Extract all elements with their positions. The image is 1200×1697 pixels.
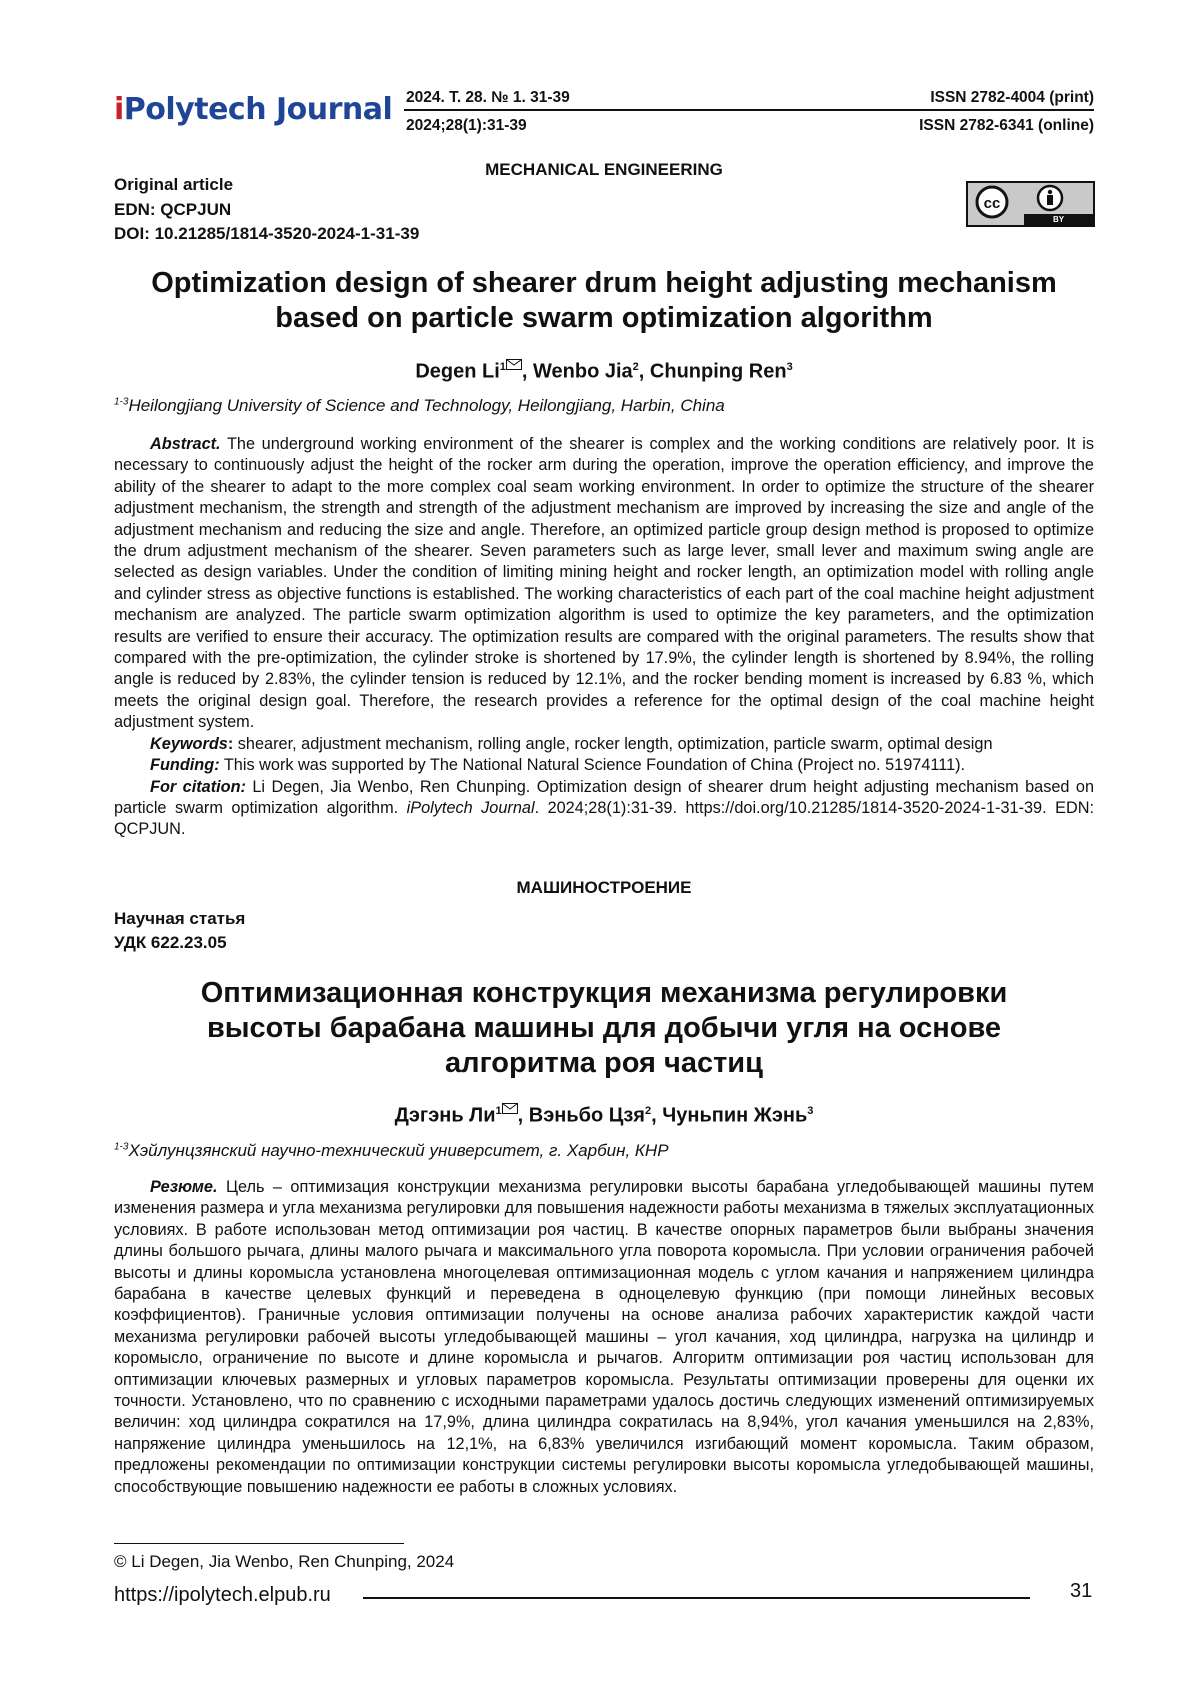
author-ru-2: Вэньбо Цзя: [528, 1104, 645, 1127]
keywords-en: Keywords: shearer, adjustment mechanism, rolling angle, rocker length, optimization, particle swarm, optimal design: [150, 734, 993, 753]
journal-url-link[interactable]: https://ipolytech.elpub.ru: [114, 1584, 331, 1606]
edn: EDN: QCPJUN: [114, 200, 232, 219]
abstract-block-en: [114, 434, 1094, 841]
author-en-1: Degen Li: [415, 360, 500, 383]
svg-text:cc: cc: [983, 195, 1001, 212]
copyright: © Li Degen, Jia Wenbo, Ren Chunping, 2024: [114, 1552, 455, 1571]
citation-en: For citation: Li Degen, Jia Wenbo, Ren Chunping. Optimization design of shearer drum height adjusting mechanism based on particle swarm optimization algorithm. iPolytech Journal. 2024;28(1):31-39. https://doi.org/10.21285/1814-3520-2024-1-31-39. EDN: QCPJUN.: [114, 777, 1094, 839]
article-title-en: [114, 266, 1094, 336]
article-title-ru: [114, 976, 1094, 1081]
issn-print: ISSN 2782-4004 (print): [930, 89, 1094, 106]
affiliation-ru: $^{1-3}$Хэйлунцзянский научно-технический университет, г. Харбин, КНР: [114, 1141, 669, 1160]
footer-rule: [363, 1597, 1030, 1599]
doi: DOI: 10.21285/1814-3520-2024-1-31-39: [114, 224, 420, 243]
issn-online: ISSN 2782-6341 (online): [919, 117, 1094, 134]
authors-en: Degen Li$^1$ , Wenbo Jia$^2$, Chunping Ren$^3$: [114, 353, 1094, 384]
header-rule: [404, 109, 1094, 111]
abstract-en: Abstract. The underground working environment of the shearer is complex and the working conditions are relatively poor. It is necessary to continuously adjust the height of the rocker arm during the operation, improve the operation efficiency, and improve the ability of the shearer to adapt to the more complex coal seam working environment. In order to optimize the structure of the shearer adjustment mechanism, the strength and strength of the adjustment mechanism are improved by increasing the size and angle of the adjustment mechanism and reducing the size and angle. Therefore, an optimized particle group design method is proposed to optimize the drum adjustment mechanism of the shearer. Seven parameters such as large lever, small lever and maximum swing angle are selected as design variables. Under the condition of limiting mining height and rocker length, an optimization model with rolling angle and cylinder stress as objective functions is established. The working characteristics of each part of the coal machine height adjustment mechanism are analyzed. The particle swarm optimization algorithm is used to optimize the key parameters, and the optimization results are verified to ensure their accuracy. The optimization results are compared with the original parameters. The results show that compared with the pre-optimization, the cylinder stroke is shortened by 17.9%, the cylinder length is shortened by 8.94%, the rolling angle is reduced by 2.83%, the cylinder tension is reduced by 12.1%, and the rocker bending moment is increased by 6.83 %, which meets the original design goal. Therefore, the research provides a reference for the optimal design of the coal machine height adjustment system.: [114, 435, 1094, 732]
author-ru-1: Дэгэнь Ли: [394, 1104, 496, 1127]
section-heading-ru: МАШИНОСТРОЕНИЕ: [516, 878, 692, 897]
author-en-2: Wenbo Jia: [533, 360, 633, 383]
title-ru-line3: алгоритма роя частиц: [445, 1047, 763, 1079]
authors-ru: Дэгэнь $Ли^1$ , Вэньбо Цзя$^2$, Чуньпин Жэнь$^3$: [114, 1097, 1094, 1128]
footnote-rule: [114, 1543, 404, 1544]
journal-logo: iPolytech Journal: [114, 92, 393, 127]
journal-citation-en: 2024;28(1):31-39: [406, 117, 527, 134]
funding-en: Funding: This work was supported by The National Natural Science Foundation of China (Project no. 51974111).: [150, 756, 966, 775]
author-en-3: Chunping Ren: [649, 360, 787, 383]
section-heading-en: MECHANICAL ENGINEERING: [485, 160, 723, 179]
author-ru-3: Чуньпин Жэнь: [662, 1104, 808, 1127]
article-type-en: Original article: [114, 175, 234, 194]
title-en-line1: Optimization design of shearer drum height adjusting mechanism: [151, 267, 1057, 299]
license-label: BY: [1024, 214, 1093, 225]
udk: УДК 622.23.05: [114, 933, 227, 952]
abstract-block-ru: [114, 1177, 1094, 1498]
title-en-line2: based on particle swarm optimization algorithm: [275, 302, 933, 334]
journal-citation-ru: 2024. Т. 28. № 1. 31-39: [406, 89, 570, 106]
article-type-ru: Научная статья: [114, 909, 246, 928]
title-ru-line2: высоты барабана машины для добычи угля на основе: [206, 1012, 1002, 1044]
page-number: 31: [1070, 1580, 1093, 1602]
affiliation-en: $^{1-3}$Heilongjiang University of Science and Technology, Heilongjiang, Harbin, China: [114, 396, 725, 415]
cc-by-license-badge: [966, 181, 1095, 227]
abstract-ru: Резюме. Цель – оптимизация конструкции механизма регулировки высоты барабана угледобывающей машины путем изменения размера и угла механизма регулировки для повышения надежности работы механизма в тяжелых эксплуатационных условиях. В работе использован метод оптимизации роя частиц. В качестве опорных параметров были выбраны значения длины большого рычага, длины малого рычага и максимального угла поворота коромысла. При условии ограничения рабочей высоты и длины коромысла установлена многоцелевая оптимизационная модель с углом качания и напряжением цилиндра барабана в качестве целевых функций и переведена в одноцелевую функцию (при помощи линейных весовых коэффициентов). Граничные условия оптимизации получены на основе анализа рабочих характеристик каждой части механизма регулировки рабочей высоты угледобывающей машины – угол качания, ход цилиндра, нагрузка на цилиндр и коромысло, ограничение по высоте и длине коромысла и рычагов. Алгоритм оптимизации роя частиц использован для оптимизации ключевых размерных и угловых параметров коромысла. Результаты оптимизации проверены для оценки их точности. Установлено, что по сравнению с исходными параметрами удалось достичь следующих изменений оптимизируемых величин: ход цилиндра сократился на 17,9%, длина цилиндра сократилась на 8,94%, угол качания уменьшился на 2,83%, напряжение цилиндра уменьшилось на 12,1%, на 6,83% увеличился изгибающий момент коромысла. Таким образом, предложены рекомендации по оптимизации конструкции системы регулировки высоты коромысла угледобывающей машины, способствующие повышению надежности ее работы в сложных условиях.: [114, 1178, 1095, 1496]
mail-icon[interactable]: [502, 1097, 518, 1120]
title-ru-line1: Оптимизационная конструкция механизма регулировки: [200, 977, 1008, 1009]
mail-icon[interactable]: [506, 353, 522, 376]
